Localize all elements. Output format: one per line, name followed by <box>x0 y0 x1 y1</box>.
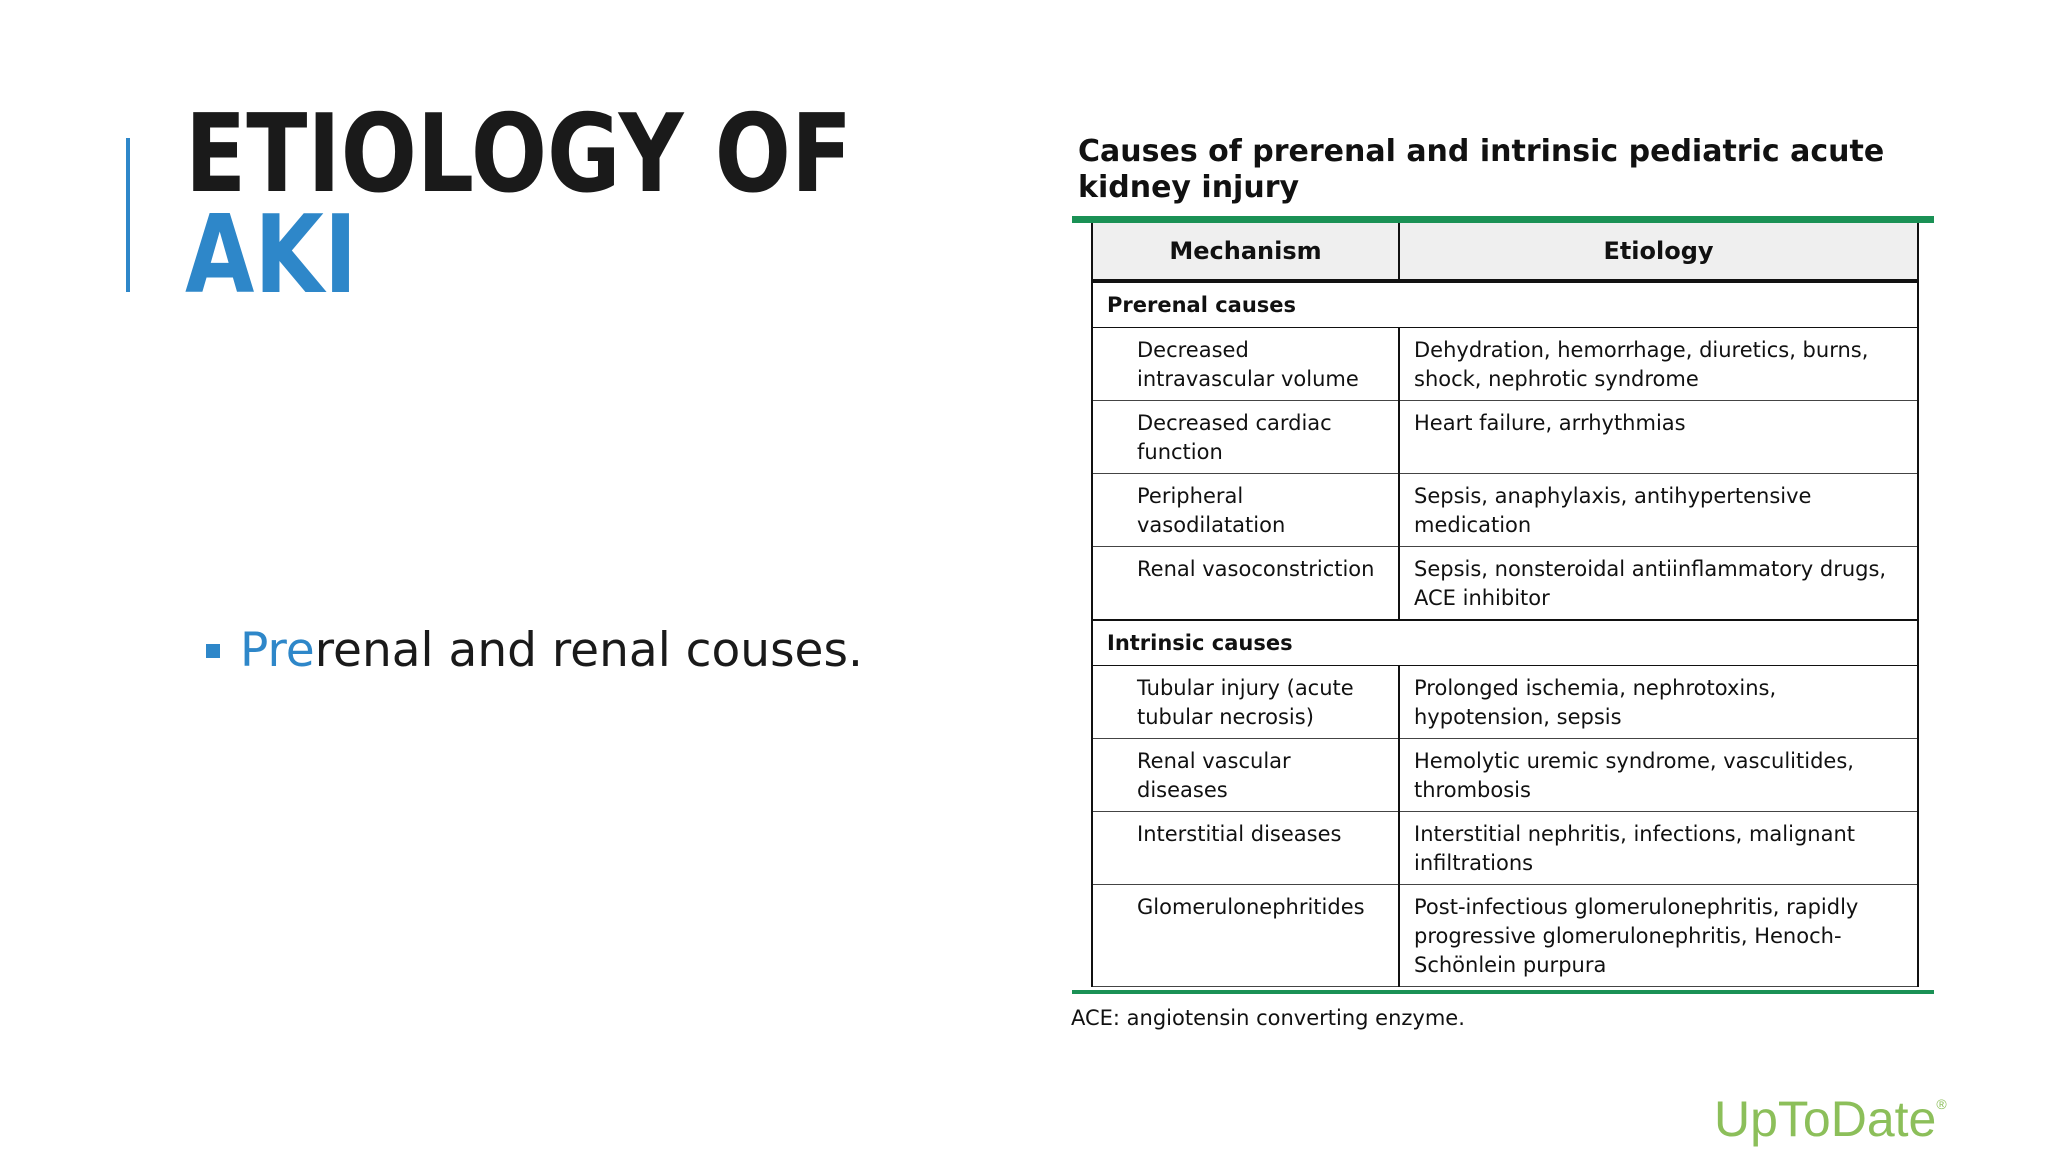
bullet-square-icon <box>206 644 220 658</box>
section-row-prerenal <box>1092 281 1918 328</box>
section-label: Intrinsic causes <box>1092 620 1918 666</box>
mechanism-cell: Interstitial diseases <box>1092 812 1399 885</box>
title-accent-bar <box>126 138 130 292</box>
bullet-item <box>206 623 863 678</box>
table-row <box>1092 547 1918 621</box>
bullet-text-highlight: Pre <box>240 623 315 678</box>
section-row-intrinsic <box>1092 620 1918 666</box>
registered-mark: ® <box>1936 1096 1947 1112</box>
etiology-cell: Hemolytic uremic syndrome, vasculitides, thrombosis <box>1399 739 1918 812</box>
slide-title <box>185 92 853 318</box>
uptodate-logo <box>1714 1090 1947 1148</box>
figure-title: Causes of prerenal and intrinsic pediatric acute kidney injury <box>1078 134 1885 205</box>
figure-bottom-rule <box>1072 990 1934 994</box>
table-row <box>1092 885 1918 987</box>
table-row <box>1092 812 1918 885</box>
table-footnote: ACE: angiotensin converting enzyme. <box>1071 1006 1465 1030</box>
table-row <box>1092 328 1918 401</box>
mechanism-cell: Decreased cardiac function <box>1092 401 1399 474</box>
mechanism-cell: Tubular injury (acute tubular necrosis) <box>1092 666 1399 739</box>
bullet-text: renal and renal couses. <box>314 623 863 678</box>
figure-top-rule <box>1072 216 1934 223</box>
header-etiology: Etiology <box>1399 223 1918 281</box>
mechanism-cell: Renal vasoconstriction <box>1092 547 1399 621</box>
mechanism-cell: Glomerulonephritides <box>1092 885 1399 987</box>
slide-title-line1: ETIOLOGY OF <box>185 92 853 217</box>
etiology-cell: Sepsis, nonsteroidal antiinflammatory drugs, ACE inhibitor <box>1399 547 1918 621</box>
logo-text: UpToDate <box>1714 1091 1937 1147</box>
section-label: Prerenal causes <box>1092 281 1918 328</box>
etiology-cell: Sepsis, anaphylaxis, antihypertensive medication <box>1399 474 1918 547</box>
slide-title-line2: AKI <box>185 193 358 318</box>
table-row <box>1092 401 1918 474</box>
table-header-row <box>1092 223 1918 281</box>
etiology-cell: Prolonged ischemia, nephrotoxins, hypotension, sepsis <box>1399 666 1918 739</box>
causes-table <box>1091 223 1919 987</box>
etiology-cell: Heart failure, arrhythmias <box>1399 401 1918 474</box>
header-mechanism: Mechanism <box>1092 223 1399 281</box>
table-row <box>1092 666 1918 739</box>
etiology-cell: Interstitial nephritis, infections, malignant infiltrations <box>1399 812 1918 885</box>
mechanism-cell: Renal vascular diseases <box>1092 739 1399 812</box>
etiology-cell: Post-infectious glomerulonephritis, rapidly progressive glomerulonephritis, Henoch-Schönlein purpura <box>1399 885 1918 987</box>
etiology-cell: Dehydration, hemorrhage, diuretics, burns, shock, nephrotic syndrome <box>1399 328 1918 401</box>
table-row <box>1092 739 1918 812</box>
table-row <box>1092 474 1918 547</box>
mechanism-cell: Peripheral vasodilatation <box>1092 474 1399 547</box>
mechanism-cell: Decreased intravascular volume <box>1092 328 1399 401</box>
